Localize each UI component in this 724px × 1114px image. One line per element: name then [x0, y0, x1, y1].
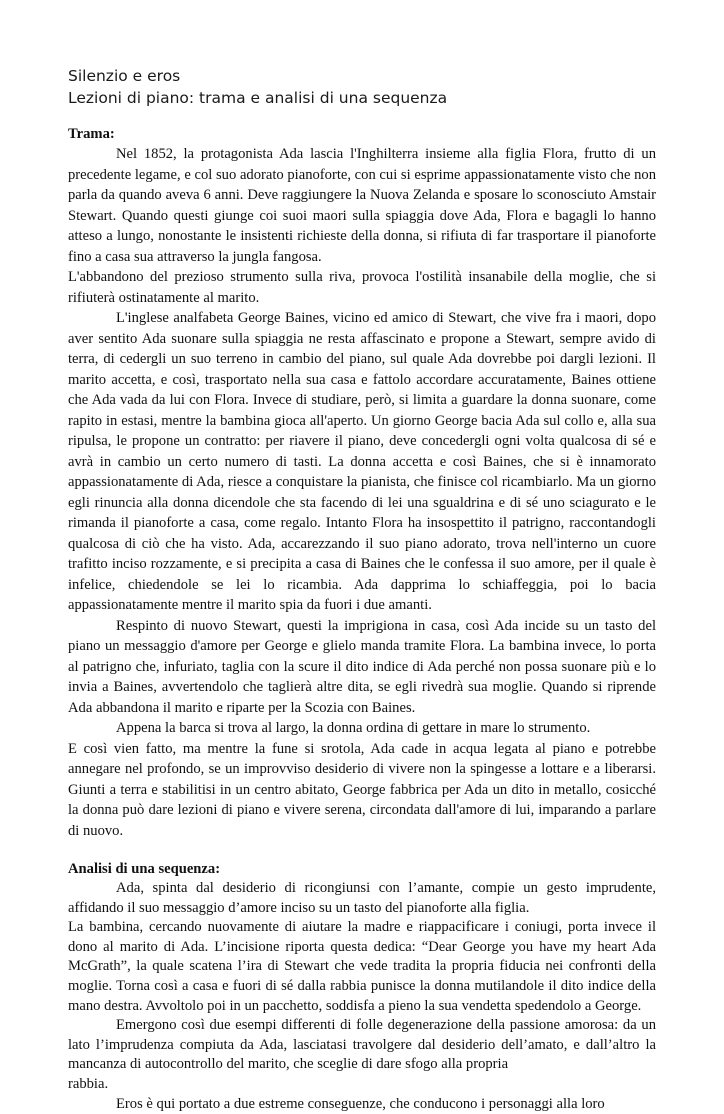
- section-title-trama: Trama:: [68, 126, 115, 142]
- section-gap: [68, 841, 656, 860]
- trama-paragraph-4: Respinto di nuovo Stewart, questi la imprigiona in casa, così Ada incide su un tasto del piano un messaggio d'amore per George e glielo manda tramite Flora. La bambina invece, lo porta al patrigno che, infuriato, taglia con la scure il dito indice di Ada perché non possa suonare più e lo invia a Baines, avvertendolo che taglierà altre dita, se egli rivedrà sua moglie. Quando si riprende Ada abbandona il marito e riparte per la Scozia con Baines.: [68, 617, 656, 716]
- analisi-paragraph-4: rabbia.: [68, 1075, 109, 1092]
- analisi-paragraph-2: La bambina, cercando nuovamente di aiutare la madre e riappacificare i coniugi, porta invece il dono al marito di Ada. L’incisione riporta questa dedica: “Dear George you have my heart Ada McGrath”, la quale scatena l’ira di Stewart che vede tradita la propria fiducia nei confronti della moglie. Torna così a casa e fuori di sé dalla rabbia punisce la donna mutilandole il dito indice della mano destra. Avvoltolo poi in un pacchetto, soddisfa a pieno la sua vendetta spedendolo a George.: [68, 919, 656, 1014]
- analisi-paragraph-3: Emergono così due esempi differenti di follе degenerazione della passione amorosa: da un lato l’imprudenza compiuta da Ada, lasciatasi travolgere dal desiderio dell’amato, e dall’altro la mancanza di autocontrollo del marito, che sceglie di dare sfogo alla propria: [68, 1017, 656, 1073]
- analisi-paragraph-1: Ada, spinta dal desiderio di ricongiunsi con l’amante, compie un gesto imprudente, affidando il suo messaggio d’amore inciso su un tasto del pianoforte alla figlia.: [68, 880, 656, 916]
- trama-paragraph-3: L'inglese analfabeta George Baines, vicino ed amico di Stewart, che vive fra i maori, dopo aver sentito Ada suonare sulla spiaggia ne resta affascinato e propone a Stewart, sempre avido di terra, di cedergli un suo terreno in cambio del piano, sul quale Ada dovrebbe poi dargli lezioni. Il marito accetta, e così, trasportato nella sua casa e fattolo accordare accuratamente, Baines ottiene che Ada vada da lui con Flora. Invece di studiare, però, si limita a guardare la donna suonare, come rapito in estasi, mentre la bambina gioca all'aperto. Un giorno George bacia Ada sul collo e, alla sua ripulsa, le propone un contratto: per riavere il piano, deve concedergli ogni volta qualcosa di sé e avrà in cambio un certo numero di tasti. La donna accetta e così Baines, che si è innamorato appassionatamente di Ada, riesce a conquistare la pianista, che finisce col ricambiarlo. Ma un giorno egli rinuncia alla donna dicendole che sta facendo di lei una sgualdrina e di sé uno sciagurato e le rimanda il pianoforte a casa, come regalo. Intanto Flora ha insospettito il patrigno, raccontandogli qualcosa di ciò che ha visto. Ada, accarezzando il suo piano adorato, trova nell'interno un cuore trafitto inciso rozzamente, e si precipita a casa di Baines che le confessa il suo amore, per il quale è infelice, chiedendole se lei lo ricambia. Ada dapprima lo schiaffeggia, poi lo bacia appassionatamente mentre il marito spia da fuori i due amanti.: [68, 310, 656, 613]
- section-title-analisi: Analisi di una sequenza:: [68, 861, 221, 877]
- trama-paragraph-5: Appena la barca si trova al largo, la donna ordina di gettare in mare lo strumento.: [116, 720, 591, 736]
- trama-paragraph-1: Nel 1852, la protagonista Ada lascia l'Inghilterra insieme alla figlia Flora, frutto di un precedente legame, e col suo adorato pianoforte, con cui si esprime appassionatamente visto che non parla da quando aveva 6 anni. Deve raggiungere la Nuova Zelanda e sposare lo sconosciuto Amstair Stewart. Quando questi giunge coi suoi maori sulla spiaggia dove Ada, Flora e bagagli lo hanno atteso a lungo, nonostante le insistenti richieste della donna, si rifiuta di far trasportare il pianoforte fino a casa sua attraverso la jungla fangosa.: [68, 146, 656, 265]
- trama-paragraph-2: L'abbandono del prezioso strumento sulla riva, provoca l'ostilità insanabile della moglie, che si rifiuterà ostinatamente al marito.: [68, 269, 656, 306]
- document-subtitle: Lezioni di piano: trama e analisi di una sequenza: [68, 88, 448, 107]
- document-page: [68, 66, 656, 1114]
- trama-paragraph-6: E così vien fatto, ma mentre la fune si srotola, Ada cade in acqua legata al piano e potrebbe annegare nel profondo, se un improvviso desiderio di vivere non la spingesse a lottare e a liberarsi. Giunti a terra e stabilitisi in un centro abitato, George fabbrica per Ada un dito in metallo, cosicché la donna può dare lezioni di piano e vivere serena, circondata dall'amore di lui, imparando a parlare di nuovo.: [68, 740, 656, 839]
- document-title: Silenzio e eros: [68, 67, 181, 85]
- analisi-paragraph-5: Eros è qui portato a due estreme conseguenze, che conducono i personaggi alla loro: [116, 1095, 605, 1112]
